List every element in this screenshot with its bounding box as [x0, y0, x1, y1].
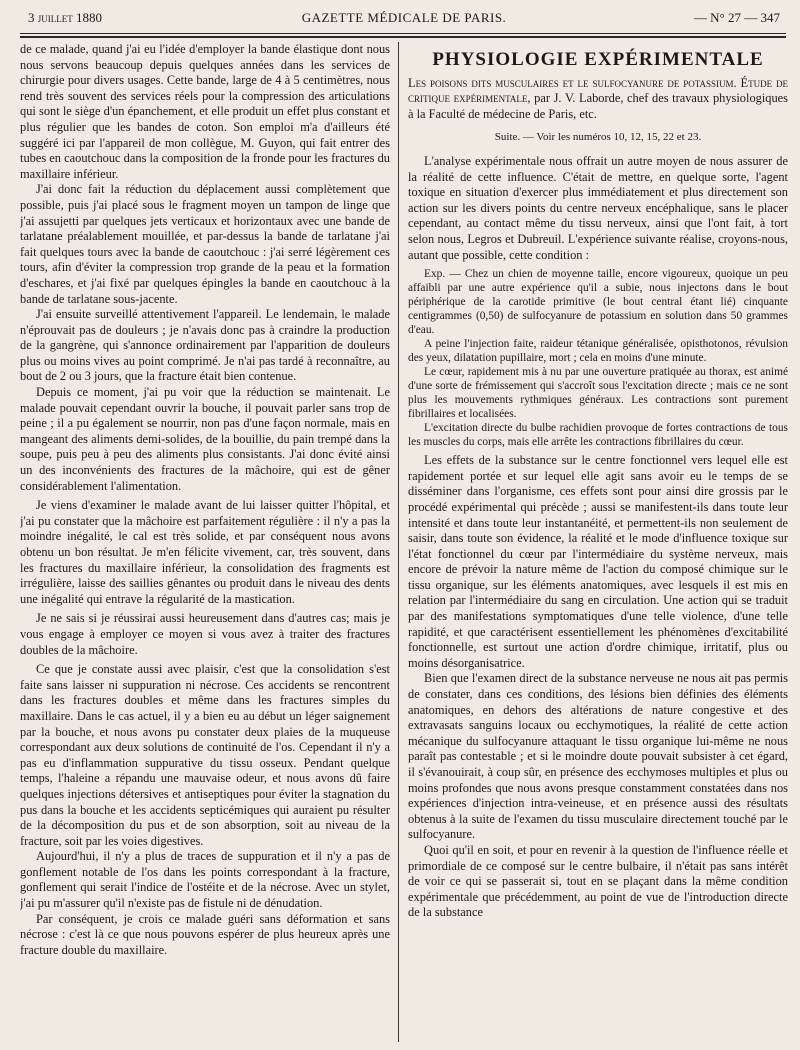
left-paragraph: Je viens d'examiner le malade avant de lui laisser quitter l'hôpital, et j'ai pu constater que la mâchoire est parfaitement régulière : il n'y a pas la moindre inégalité, le cal est très solide, et par conséquent nous avons obtenu un bon résultat. Je m'en félicite vivement, car, très souvent, dans les fractures du maxillaire inférieur, la consolidation des fragments est irrégulière, laisse des saillies gênantes ou produit dans le niveau des dents une inégalité qui entrave la régularité de la mastication. [20, 498, 390, 606]
continuation-note: Suite. — Voir les numéros 10, 12, 15, 22 et 23. [494, 131, 702, 144]
right-paragraph: Quoi qu'il en soit, et pour en revenir à la question de l'influence réelle et primordiale de ce composé sur le centre bulbaire, il n'était pas sans intérêt de voir ce qui se passerait si, tout en se plaçant dans la même condition expérimentale que précédemment, au point de vue de l'introduction directe de la substance [408, 842, 788, 920]
header-date: 3 juillet 1880 [28, 10, 102, 25]
header-journal-title: GAZETTE MÉDICALE DE PARIS. [301, 10, 507, 25]
header-issue-page: — N° 27 — 347 [693, 10, 780, 25]
left-paragraph: J'ai donc fait la réduction du déplacement aussi complètement que possible, puis j'ai placé sous le fragment moyen un tampon de linge que j'ai assujetti par quelques jets verticaux et horizontaux avec une bande de tarlatane préalablement mouillée, et par-dessus la bande de tarlatane j'ai fait quelques tours avec la bande de caoutchouc : j'ai serré légèrement ces tours, afin d'éviter la compression trop grande de la peau et la formation d'eschares, et j'ai fixé par quelques épingles la bande en caoutchouc à la bande de tarlatane sous-jacente. [20, 182, 390, 306]
left-paragraph: Ce que je constate aussi avec plaisir, c'est que la consolidation s'est faite sans laisser ni suppuration ni nécrose. Ces accidents se rencontrent dans les fractures doubles et même dans les fractures simples du maxillaire. Dans le cas actuel, il y a bien eu au début un léger saignement par la bouche, et nous avons pu constater deux plaies de la muqueuse correspondant aux deux solutions de continuité de l'os. Cependant il n'y a pas eu d'inflammation suppurative du tissu osseux. Pendant quelque temps, l'haleine a répandu une mauvaise odeur, et nous avons dû faire quelques injections détersives et antiseptiques pour éviter la stagnation du pus dans la bouche et les accidents septicémiques qui auraient pu résulter de la décomposition du pus et de son absorption, soit au niveau de la fracture, soit par les voies digestives. [20, 662, 390, 848]
header-rule [20, 33, 786, 34]
right-paragraph: Bien que l'examen direct de la substance nerveuse ne nous ait pas permis de constater, dans ces conditions, des lésions bien définies des éléments anatomiques, en dehors des altérations de nature congestive et des extravasats sanguins locaux ou ecchymotiques, la réalité de cette action mécanique du sulfocyanure attaquant le tissu organique lui-même ne nous paraît pas contestable ; et si le moindre doute pouvait subsister à cet égard, il s'évanouirait, à coup sûr, en présence des ecchymoses multiples et plus ou moins profondes que nous avons presque constamment constatées dans nos expériences d'injection intra-veineuse, et en présence aussi des résultats obtenus à la suite de l'examen du tissu musculaire directement touché par le sulfocyanure. [408, 671, 788, 842]
left-paragraph: Aujourd'hui, il n'y a plus de traces de suppuration et il n'y a pas de gonflement notable de l'os dans les points correspondant à la fracture, gonflement qui serait l'indice de l'ostéite et de la nécrose. Avec un stylet, j'ai pu m'assurer qu'il n'existe pas de fistule ni de dénudation. [20, 849, 390, 911]
right-column [408, 42, 788, 1042]
left-paragraph: Depuis ce moment, j'ai pu voir que la réduction se maintenait. Le malade pouvait cependant ouvrir la bouche, il pouvait parler sans trop de peine ; il a pu également se nourrir, non pas d'une façon normale, mais en mangeant des aliments demi-solides, de la bouillie, du pain trempé dans la soupe, puis peu à peu des aliments plus consistants. J'ai donc évité ainsi un des inconvénients des fractures de la mâchoire, qui est de gêner considérablement l'alimentation. [20, 385, 390, 493]
article-byline [408, 76, 788, 123]
experiment-paragraph: L'excitation directe du bulbe rachidien provoque de fortes contractions de tous les muscles du corps, mais elle arrête les contractions fibrillaires du cœur. [408, 422, 788, 449]
experiment-paragraph: A peine l'injection faite, raideur tétanique généralisée, opisthotonos, révulsion des yeux, dilatation pupillaire, mort ; cela en moins d'une minute. [408, 338, 788, 365]
article-author: par J. V. Laborde, chef des travaux physiologiques à la Faculté de médecine de Paris, etc. [408, 91, 788, 121]
right-paragraph: Les effets de la substance sur le centre fonctionnel vers lequel elle est rapidement portée et sur lequel elle agit sans avoir eu le temps de se disséminer dans l'organisme, ces effets sont pour ainsi dire grossis par le procédé expérimental qui précède ; aussi se manifestent-ils dans toute leur intensité et dans toute leur instantanéité, et permettent-ils non seulement de saisir, dans toute son évidence, la réalité et le mode d'influence toxique sur l'état fonctionnel du cœur par l'intermédiaire du système nerveux, mais encore de prévoir la nature même de l'action du composé chimique sur le tissu organique, sur les éléments anatomiques, avec lesquels il est mis en relation par l'intermédiaire du sang en circulation. Une action qui se traduit par des manifestations symptomatiques d'une telle violence, d'une telle rapidité, et que caractérisent essentiellement les phénomènes d'excitabilité fonctionnelle, est surtout une action d'ordre chimique, irritatif, plus ou moins désorganisatrice. [408, 453, 788, 670]
left-paragraph: Je ne sais si je réussirai aussi heureusement dans d'autres cas; mais je vous engage à employer ce moyen si vous avez à traiter des fractures doubles de la mâchoire. [20, 611, 390, 657]
intro-paragraph: L'analyse expérimentale nous offrait un autre moyen de nous assurer de la réalité de cette influence. C'était de mettre, en quelque sorte, l'agent toxique en situation d'exercer plus immédiatement et plus directement son action sur les divers points du centre nerveux encéphalique, sans le placer cependant, au contact même du tissu nerveux, ainsi que l'ont fait, à tort selon nous, Legros et Dubreuil. L'expérience suivante réalise, croyons-nous, autant que possible, cette condition : [408, 153, 788, 262]
left-paragraph: Par conséquent, je crois ce malade guéri sans déformation et sans nécrose : c'est là ce que nous pouvons espérer de plus heureux après une fracture double du maxillaire. [20, 911, 390, 957]
column-divider [398, 42, 399, 1042]
article-title: Les poisons dits musculaires et le sulfocyanure de potassium. Étude de critique expérimentale, [408, 75, 788, 106]
experiment-paragraph: Le cœur, rapidement mis à nu par une ouverture pratiquée au thorax, est animé d'une sorte de frémissement qui s'accroît sous l'excitation directe ; mais ce ne sont plus les mouvements rythmiques généraux. Les contractions sont purement fibrillaires et localisées. [408, 366, 788, 421]
left-paragraph: J'ai ensuite surveillé attentivement l'appareil. Le lendemain, le malade n'éprouvait pas de douleurs ; je n'avais donc pas à craindre la production de la gangrène, qui s'annonce ordinairement par l'apparition de douleurs plus ou moins vives au point comprimé. Je n'ai pas tardé à reconnaître, au bout de 2 ou 3 jours, que la fracture était bien contenue. [20, 307, 390, 384]
left-column [20, 42, 390, 1042]
section-title: PHYSIOLOGIE EXPÉRIMENTALE [432, 49, 764, 70]
left-paragraph: de ce malade, quand j'ai eu l'idée d'employer la bande élastique dont nous nous servons beaucoup depuis quelques années dans les services de chirurgie pour divers usages. Cette bande, large de 4 à 5 centimètres, nous rend très souvent des services réels pour la compression des articulations qui sont le siège d'un épanchement, et elle produit un effet plus constant et plus régulier que les bandes de coton. Son emploi m'a d'ailleurs été suggéré ici par l'appareil de mon collègue, M. Guyon, qui fait entrer des tubes en caoutchouc dans la composition de la fronde pour les fractures du maxillaire inférieur. [20, 42, 390, 181]
header-rule-thick [20, 36, 786, 38]
page-header [28, 8, 780, 30]
experiment-paragraph: Exp. — Chez un chien de moyenne taille, encore vigoureux, quoique un peu affaibli par une autre expérience qu'il a subie, nous injectons dans le bout périphérique de la carotide primitive (le bout central étant lié) cinquante centigrammes (0,50) de sulfocyanure de potassium en solution dans 50 grammes d'eau. [408, 268, 788, 337]
